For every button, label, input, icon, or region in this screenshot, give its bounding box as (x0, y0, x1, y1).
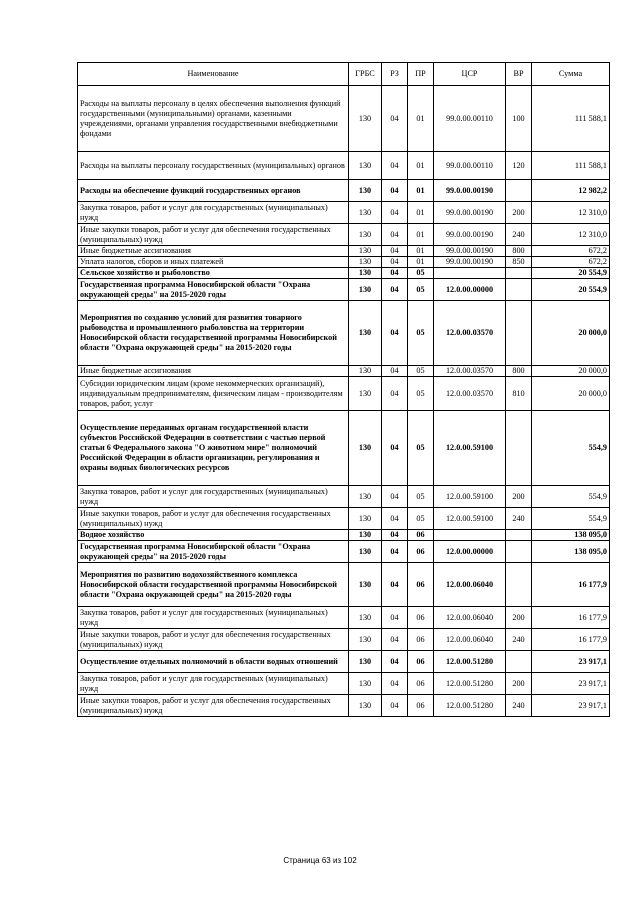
cell-rz: 04 (382, 607, 408, 629)
cell-sum: 12 982,2 (532, 180, 610, 202)
cell-pr: 06 (408, 695, 434, 717)
cell-pr: 06 (408, 563, 434, 607)
cell-rz: 04 (382, 377, 408, 411)
cell-vr: 200 (506, 486, 532, 508)
cell-rz: 04 (382, 268, 408, 279)
cell-rz: 04 (382, 541, 408, 563)
cell-rz: 04 (382, 673, 408, 695)
cell-name: Иные закупки товаров, работ и услуг для обеспечения государственных (муниципальных) нужд (78, 629, 349, 651)
cell-pr: 06 (408, 541, 434, 563)
cell-pr: 05 (408, 279, 434, 301)
cell-grbs: 130 (349, 629, 382, 651)
cell-pr: 05 (408, 486, 434, 508)
cell-pr: 06 (408, 607, 434, 629)
cell-grbs: 130 (349, 257, 382, 268)
table-row (78, 377, 610, 411)
cell-grbs: 130 (349, 486, 382, 508)
cell-name: Субсидии юридическим лицам (кроме некоммерческих организаций), индивидуальным предпринимателям, физическим лицам - производителям товаров, работ, услуг (78, 377, 349, 411)
table-row (78, 268, 610, 279)
cell-grbs: 130 (349, 563, 382, 607)
cell-sum: 111 588,1 (532, 152, 610, 180)
cell-vr: 240 (506, 508, 532, 530)
cell-rz: 04 (382, 530, 408, 541)
cell-grbs: 130 (349, 246, 382, 257)
cell-sum: 138 095,0 (532, 530, 610, 541)
cell-pr: 01 (408, 224, 434, 246)
header-rz: РЗ (382, 63, 408, 86)
header-sum: Сумма (532, 63, 610, 86)
cell-grbs: 130 (349, 152, 382, 180)
cell-sum: 12 310,0 (532, 224, 610, 246)
cell-rz: 04 (382, 651, 408, 673)
cell-csr: 12.0.00.51280 (434, 673, 506, 695)
cell-sum: 554,9 (532, 486, 610, 508)
cell-pr: 01 (408, 180, 434, 202)
cell-csr: 12.0.00.51280 (434, 695, 506, 717)
cell-csr (434, 530, 506, 541)
cell-pr: 01 (408, 86, 434, 152)
table-row (78, 541, 610, 563)
cell-vr (506, 301, 532, 366)
cell-sum: 554,9 (532, 508, 610, 530)
cell-pr: 01 (408, 152, 434, 180)
cell-sum: 20 000,0 (532, 301, 610, 366)
cell-vr: 200 (506, 607, 532, 629)
page-number: Страница 63 из 102 (283, 856, 357, 865)
cell-csr: 12.0.00.06040 (434, 563, 506, 607)
cell-grbs: 130 (349, 695, 382, 717)
cell-pr: 06 (408, 651, 434, 673)
cell-vr (506, 651, 532, 673)
cell-name: Иные бюджетные ассигнования (78, 246, 349, 257)
cell-name: Государственная программа Новосибирской области "Охрана окружающей среды" на 2015-2020 годы (78, 541, 349, 563)
cell-pr: 06 (408, 530, 434, 541)
cell-grbs: 130 (349, 224, 382, 246)
table-body (78, 86, 610, 717)
cell-csr: 99.0.00.00190 (434, 180, 506, 202)
table-row (78, 86, 610, 152)
cell-csr: 99.0.00.00110 (434, 152, 506, 180)
table-header-row (78, 63, 610, 86)
cell-csr: 12.0.00.59100 (434, 508, 506, 530)
cell-vr: 800 (506, 366, 532, 377)
cell-grbs: 130 (349, 673, 382, 695)
table-row (78, 366, 610, 377)
cell-vr (506, 268, 532, 279)
cell-csr: 12.0.00.00000 (434, 541, 506, 563)
cell-csr: 12.0.00.06040 (434, 629, 506, 651)
cell-csr: 12.0.00.03570 (434, 366, 506, 377)
table-row (78, 607, 610, 629)
cell-grbs: 130 (349, 530, 382, 541)
cell-sum: 672,2 (532, 246, 610, 257)
cell-rz: 04 (382, 486, 408, 508)
cell-csr: 12.0.00.51280 (434, 651, 506, 673)
cell-pr: 05 (408, 301, 434, 366)
budget-table (77, 62, 610, 717)
cell-pr: 05 (408, 377, 434, 411)
cell-rz: 04 (382, 202, 408, 224)
cell-rz: 04 (382, 629, 408, 651)
cell-name: Осуществление отдельных полномочий в области водных отношений (78, 651, 349, 673)
cell-name: Иные закупки товаров, работ и услуг для обеспечения государственных (муниципальных) нужд (78, 508, 349, 530)
cell-csr: 12.0.00.00000 (434, 279, 506, 301)
cell-grbs: 130 (349, 607, 382, 629)
cell-sum: 20 000,0 (532, 366, 610, 377)
cell-pr: 01 (408, 257, 434, 268)
cell-grbs: 130 (349, 86, 382, 152)
cell-name: Мероприятия по развитию водохозяйственного комплекса Новосибирской области государственной программы Новосибирской области "Охрана окружающей среды" на 2015-2020 годы (78, 563, 349, 607)
cell-pr: 05 (408, 268, 434, 279)
header-csr: ЦСР (434, 63, 506, 86)
cell-name: Водное хозяйство (78, 530, 349, 541)
cell-csr: 99.0.00.00190 (434, 246, 506, 257)
cell-csr: 12.0.00.59100 (434, 411, 506, 486)
table-row (78, 246, 610, 257)
header-pr: ПР (408, 63, 434, 86)
cell-name: Государственная программа Новосибирской области "Охрана окружающей среды" на 2015-2020 годы (78, 279, 349, 301)
cell-name: Иные бюджетные ассигнования (78, 366, 349, 377)
cell-vr: 100 (506, 86, 532, 152)
cell-vr (506, 563, 532, 607)
cell-csr: 99.0.00.00190 (434, 202, 506, 224)
cell-grbs: 130 (349, 651, 382, 673)
cell-name: Закупка товаров, работ и услуг для государственных (муниципальных) нужд (78, 673, 349, 695)
cell-rz: 04 (382, 152, 408, 180)
header-grbs: ГРБС (349, 63, 382, 86)
cell-sum: 554,9 (532, 411, 610, 486)
cell-csr: 12.0.00.59100 (434, 486, 506, 508)
cell-pr: 05 (408, 366, 434, 377)
table-row (78, 257, 610, 268)
header-vr: ВР (506, 63, 532, 86)
cell-csr (434, 268, 506, 279)
cell-csr: 12.0.00.06040 (434, 607, 506, 629)
cell-vr: 240 (506, 224, 532, 246)
table-row (78, 486, 610, 508)
cell-name: Уплата налогов, сборов и иных платежей (78, 257, 349, 268)
cell-rz: 04 (382, 563, 408, 607)
table-row (78, 673, 610, 695)
cell-sum: 111 588,1 (532, 86, 610, 152)
cell-pr: 05 (408, 411, 434, 486)
table-row (78, 651, 610, 673)
cell-rz: 04 (382, 246, 408, 257)
cell-vr (506, 411, 532, 486)
cell-grbs: 130 (349, 541, 382, 563)
cell-sum: 16 177,9 (532, 629, 610, 651)
cell-pr: 06 (408, 629, 434, 651)
cell-rz: 04 (382, 411, 408, 486)
table-row (78, 202, 610, 224)
cell-csr: 99.0.00.00110 (434, 86, 506, 152)
cell-vr: 810 (506, 377, 532, 411)
cell-vr: 240 (506, 629, 532, 651)
cell-rz: 04 (382, 366, 408, 377)
cell-sum: 138 095,0 (532, 541, 610, 563)
cell-grbs: 130 (349, 508, 382, 530)
header-name: Наименование (78, 63, 349, 86)
cell-sum: 672,2 (532, 257, 610, 268)
cell-name: Иные закупки товаров, работ и услуг для обеспечения государственных (муниципальных) нужд (78, 224, 349, 246)
cell-sum: 20 000,0 (532, 377, 610, 411)
table-row (78, 530, 610, 541)
cell-pr: 01 (408, 202, 434, 224)
cell-grbs: 130 (349, 366, 382, 377)
cell-name: Расходы на выплаты персоналу в целях обеспечения выполнения функций государственными (муниципальными) органами, казенными учреждениями, органами управления государственными внебюджетными фондами (78, 86, 349, 152)
table-row (78, 180, 610, 202)
cell-grbs: 130 (349, 279, 382, 301)
table-row (78, 301, 610, 366)
table-row (78, 695, 610, 717)
cell-csr: 12.0.00.03570 (434, 377, 506, 411)
cell-name: Сельское хозяйство и рыболовство (78, 268, 349, 279)
cell-rz: 04 (382, 508, 408, 530)
cell-vr: 200 (506, 673, 532, 695)
cell-csr: 99.0.00.00190 (434, 257, 506, 268)
table-row (78, 508, 610, 530)
cell-grbs: 130 (349, 268, 382, 279)
cell-sum: 16 177,9 (532, 607, 610, 629)
cell-name: Закупка товаров, работ и услуг для государственных (муниципальных) нужд (78, 486, 349, 508)
cell-vr: 800 (506, 246, 532, 257)
cell-sum: 23 917,1 (532, 695, 610, 717)
cell-sum: 20 554,9 (532, 279, 610, 301)
cell-name: Расходы на выплаты персоналу государственных (муниципальных) органов (78, 152, 349, 180)
cell-vr: 240 (506, 695, 532, 717)
cell-name: Мероприятия по созданию условий для развития товарного рыбоводства и промышленного рыболовства на территории Новосибирской области государственной программы Новосибирской области "Охрана окружающей среды" на 2015-2020 годы (78, 301, 349, 366)
cell-grbs: 130 (349, 180, 382, 202)
cell-sum: 23 917,1 (532, 673, 610, 695)
cell-rz: 04 (382, 257, 408, 268)
cell-name: Иные закупки товаров, работ и услуг для обеспечения государственных (муниципальных) нужд (78, 695, 349, 717)
cell-name: Осуществление переданных органам государственной власти субъектов Российской Федерации в соответствии с частью первой статьи 6 Федерального закона "О животном мире" полномочий Российской Федерации в области организации, регулирования и охраны водных биологических ресурсов (78, 411, 349, 486)
cell-grbs: 130 (349, 411, 382, 486)
cell-sum: 20 554,9 (532, 268, 610, 279)
cell-grbs: 130 (349, 377, 382, 411)
cell-csr: 99.0.00.00190 (434, 224, 506, 246)
cell-vr: 850 (506, 257, 532, 268)
cell-vr (506, 279, 532, 301)
cell-sum: 12 310,0 (532, 202, 610, 224)
cell-sum: 23 917,1 (532, 651, 610, 673)
cell-rz: 04 (382, 180, 408, 202)
cell-rz: 04 (382, 301, 408, 366)
cell-name: Закупка товаров, работ и услуг для государственных (муниципальных) нужд (78, 202, 349, 224)
table-row (78, 563, 610, 607)
cell-grbs: 130 (349, 301, 382, 366)
cell-rz: 04 (382, 279, 408, 301)
cell-rz: 04 (382, 224, 408, 246)
cell-sum: 16 177,9 (532, 563, 610, 607)
cell-rz: 04 (382, 86, 408, 152)
table-row (78, 224, 610, 246)
cell-rz: 04 (382, 695, 408, 717)
table-row (78, 411, 610, 486)
cell-name: Закупка товаров, работ и услуг для государственных (муниципальных) нужд (78, 607, 349, 629)
cell-pr: 01 (408, 246, 434, 257)
cell-pr: 05 (408, 508, 434, 530)
cell-vr (506, 180, 532, 202)
cell-vr: 120 (506, 152, 532, 180)
cell-name: Расходы на обеспечение функций государственных органов (78, 180, 349, 202)
cell-vr (506, 530, 532, 541)
cell-vr (506, 541, 532, 563)
cell-csr: 12.0.00.03570 (434, 301, 506, 366)
table-row (78, 629, 610, 651)
table-row (78, 279, 610, 301)
table-row (78, 152, 610, 180)
cell-vr: 200 (506, 202, 532, 224)
cell-grbs: 130 (349, 202, 382, 224)
cell-pr: 06 (408, 673, 434, 695)
